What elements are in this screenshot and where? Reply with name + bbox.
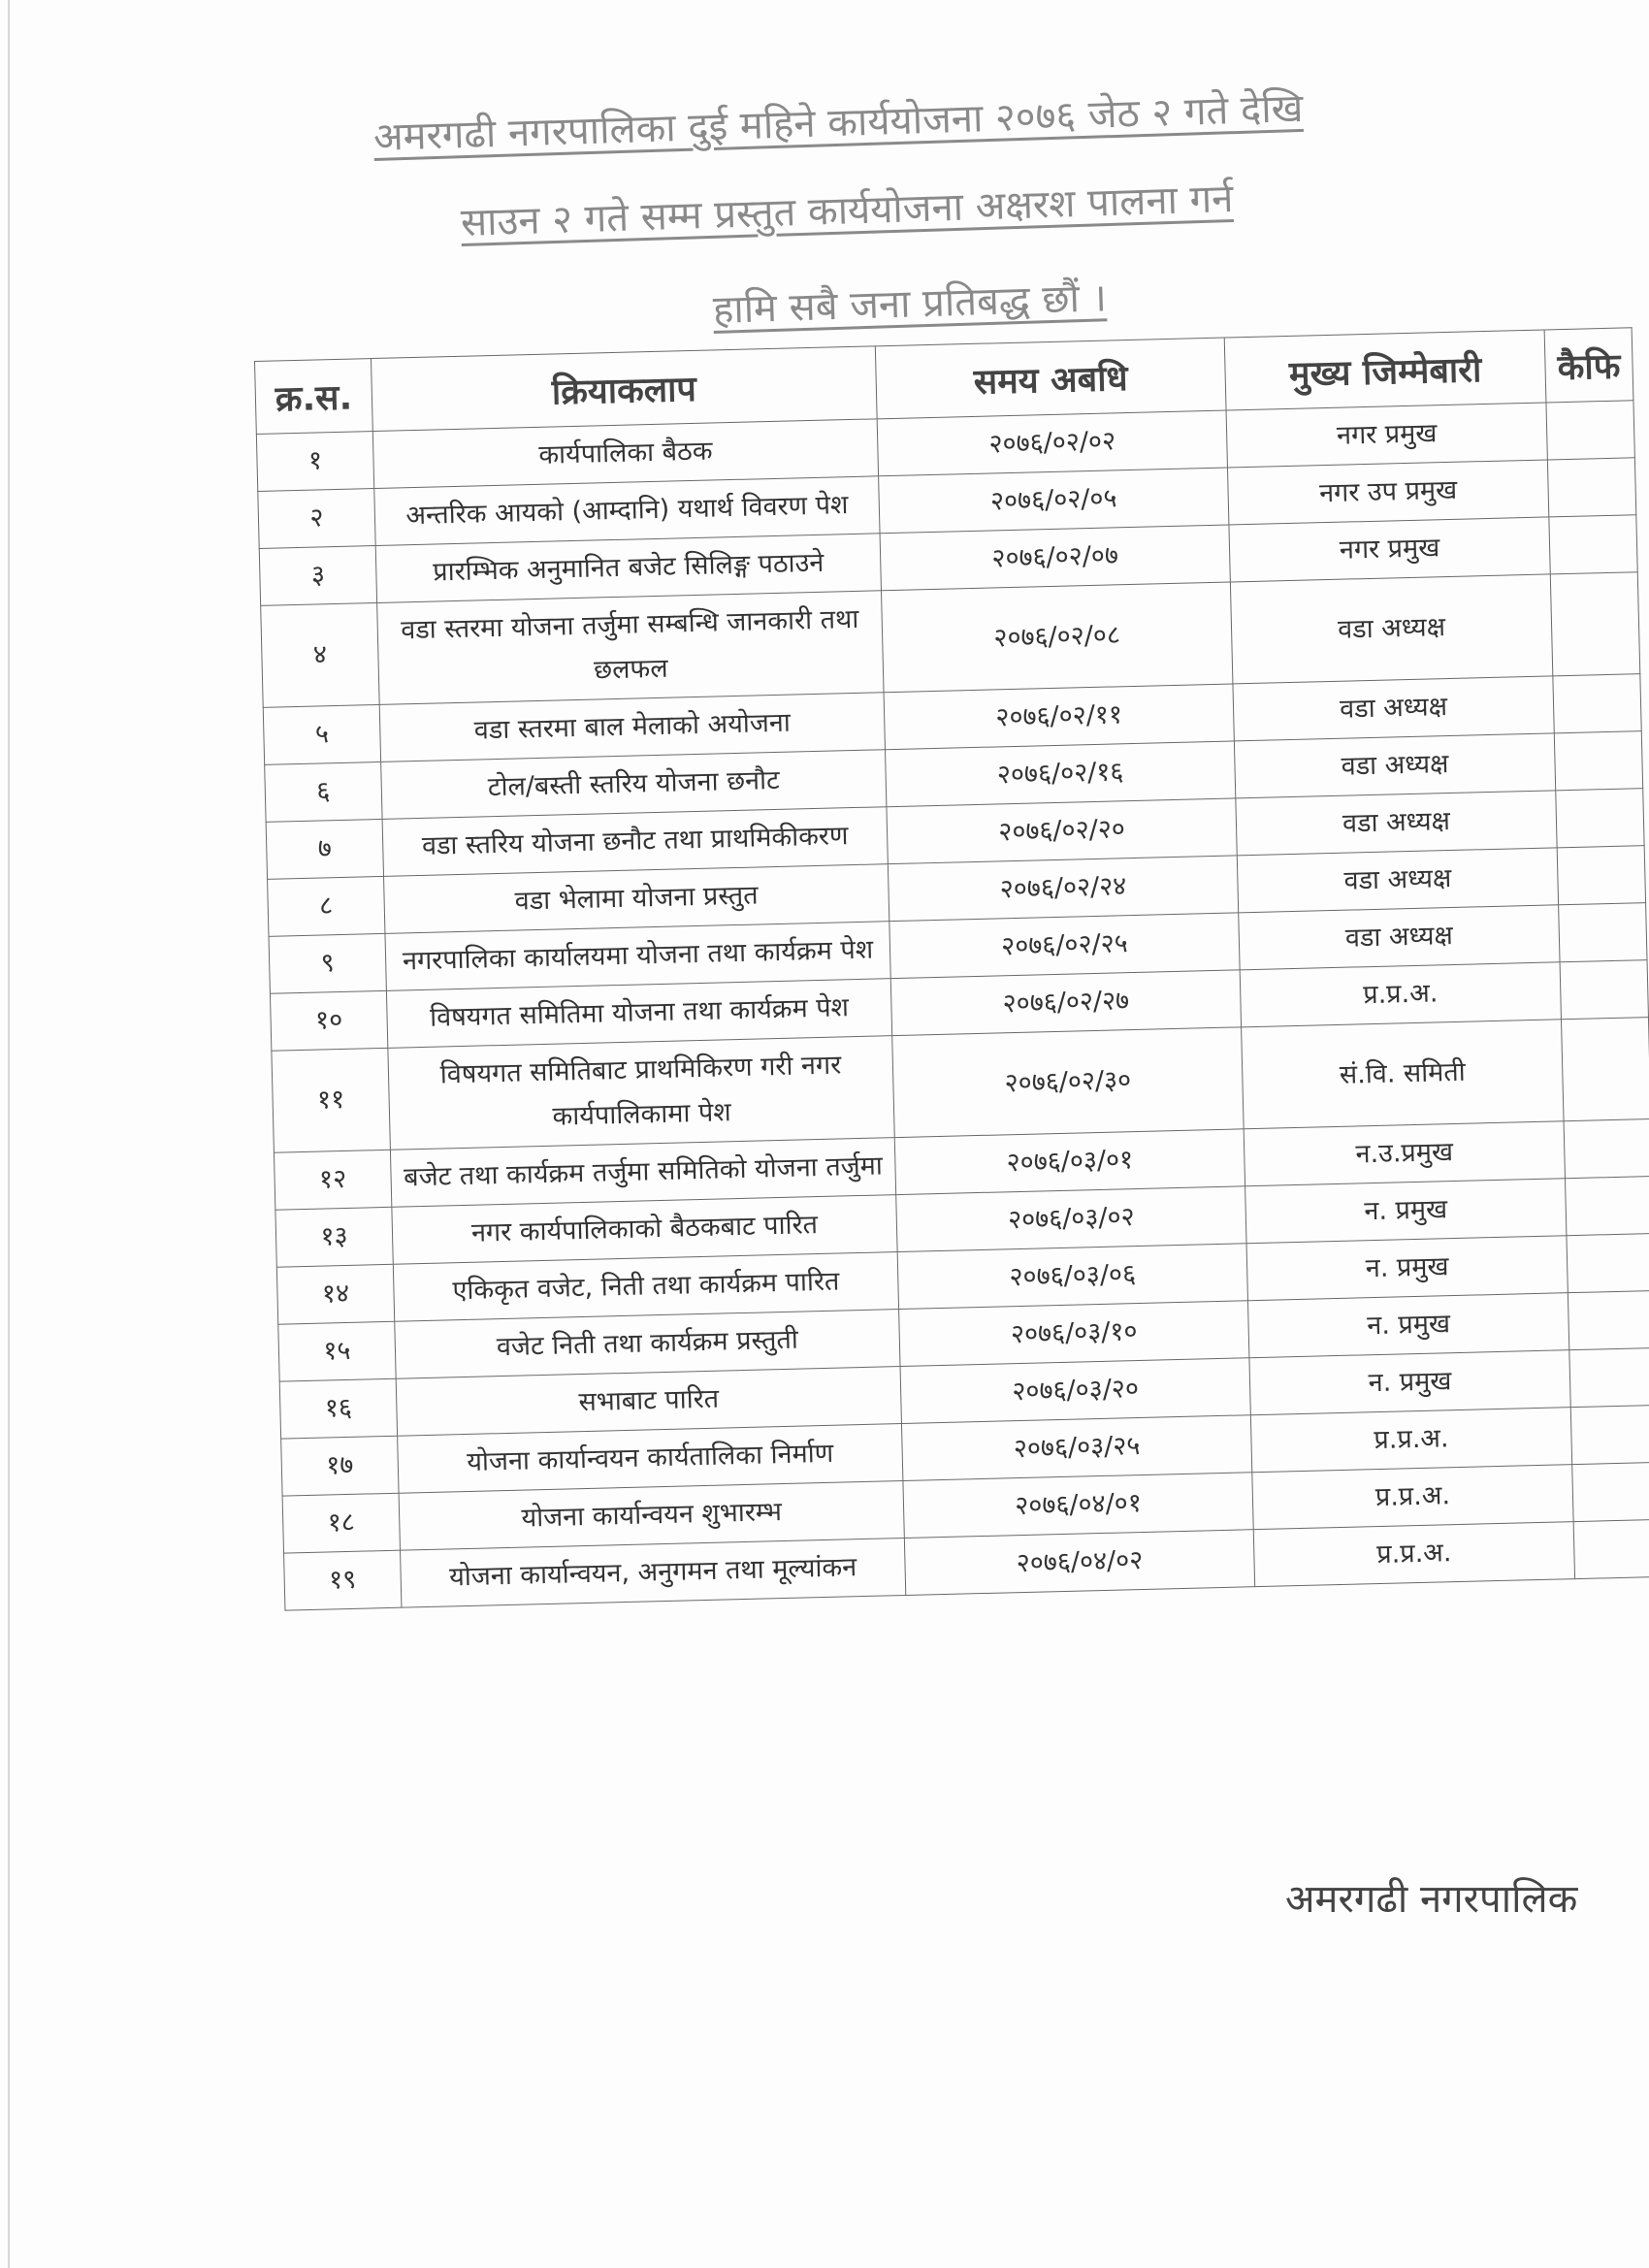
row-remarks-cell: [1569, 1347, 1649, 1407]
row-responsibility-cell: वडा अध्यक्ष: [1233, 676, 1554, 741]
row-remarks-cell: [1560, 960, 1648, 1020]
action-plan-table: [254, 327, 1649, 1610]
row-remarks-cell: [1559, 903, 1647, 962]
row-remarks-cell: [1567, 1234, 1649, 1293]
row-responsibility-cell: सं.वि. समिती: [1242, 1020, 1564, 1129]
row-sn-cell: ६: [265, 761, 382, 822]
row-sn-cell: १५: [278, 1321, 396, 1381]
row-responsibility-cell: वडा अध्यक्ष: [1234, 733, 1555, 798]
row-responsibility-cell: वडा अध्यक्ष: [1230, 574, 1552, 684]
row-remarks-cell: [1568, 1290, 1649, 1349]
row-sn-cell: ११: [272, 1048, 391, 1152]
row-sn-cell: १: [256, 432, 373, 492]
header-activity: क्रियाकलाप: [371, 346, 877, 432]
action-plan-table-wrap: [254, 327, 1649, 1610]
row-activity-cell: कार्यपालिका बैठक: [372, 419, 878, 489]
row-sn-cell: १८: [282, 1493, 400, 1553]
row-activity-cell: बजेट तथा कार्यक्रम तर्जुमा समितिको योजना तर्जुमा: [390, 1138, 895, 1208]
row-activity-cell: योजना कार्यान्वयन कार्यतालिका निर्माण: [398, 1424, 903, 1494]
row-time-cell: २०७६/०२/१६: [885, 741, 1235, 807]
row-remarks-cell: [1554, 731, 1642, 791]
row-remarks-cell: [1557, 846, 1645, 905]
row-responsibility-cell: वडा अध्यक्ष: [1236, 791, 1557, 856]
row-activity-cell: विषयगत समितिमा योजना तथा कार्यक्रम पेश: [386, 979, 891, 1049]
row-time-cell: २०७६/०२/०७: [880, 525, 1230, 591]
row-remarks-cell: [1547, 458, 1635, 517]
row-activity-cell: नगर कार्यपालिकाको बैठकबाट पारित: [392, 1195, 897, 1265]
row-remarks-cell: [1546, 401, 1634, 460]
row-remarks-cell: [1549, 515, 1637, 574]
row-sn-cell: ३: [259, 545, 376, 605]
row-sn-cell: १३: [275, 1207, 393, 1267]
row-time-cell: २०७६/०४/०१: [903, 1473, 1253, 1539]
row-time-cell: २०७६/०२/२४: [888, 856, 1238, 922]
row-sn-cell: ८: [268, 876, 385, 936]
row-responsibility-cell: न. प्रमुख: [1245, 1179, 1567, 1244]
row-remarks-cell: [1550, 572, 1640, 676]
row-sn-cell: ४: [261, 602, 380, 707]
row-remarks-cell: [1565, 1177, 1649, 1236]
row-remarks-cell: [1572, 1462, 1649, 1521]
row-time-cell: २०७६/०२/०८: [881, 582, 1232, 693]
heading-line-2: साउन २ गते सम्म प्रस्तुत कार्ययोजना अक्षरश पालना गर्न: [460, 176, 1234, 245]
row-sn-cell: १०: [270, 990, 387, 1051]
row-time-cell: २०७६/०३/२५: [901, 1415, 1251, 1481]
row-activity-cell: योजना कार्यान्वयन, अनुगमन तथा मूल्यांकन: [401, 1538, 906, 1607]
row-activity-cell: टोल/बस्ती स्तरिय योजना छनौट: [381, 750, 887, 820]
header-sn: क्र.स.: [255, 359, 373, 435]
row-responsibility-cell: प्र.प्र.अ.: [1250, 1408, 1571, 1473]
row-time-cell: २०७६/०२/२५: [889, 913, 1240, 979]
row-responsibility-cell: नगर प्रमुख: [1226, 403, 1547, 468]
row-responsibility-cell: न. प्रमुख: [1249, 1350, 1570, 1415]
row-sn-cell: ९: [269, 933, 386, 993]
row-remarks-cell: [1556, 789, 1644, 848]
row-responsibility-cell: न. प्रमुख: [1246, 1236, 1568, 1301]
row-remarks-cell: [1570, 1405, 1649, 1464]
row-responsibility-cell: प्र.प्र.अ.: [1240, 962, 1561, 1027]
heading-line-1: अमरगढी नगरपालिका दुई महिने कार्ययोजना २०७६ जेठ २ गते देखि: [372, 85, 1304, 160]
header-remarks: कैफि: [1544, 328, 1633, 403]
row-responsibility-cell: वडा अध्यक्ष: [1237, 848, 1558, 913]
row-activity-cell: वडा स्तरमा योजना तर्जुमा सम्बन्धि जानकारी तथा छलफल: [377, 591, 884, 705]
row-sn-cell: १६: [279, 1378, 397, 1439]
row-time-cell: २०७६/०२/२०: [887, 798, 1237, 864]
row-time-cell: २०७६/०२/३०: [892, 1027, 1244, 1138]
row-activity-cell: वडा भेलामा योजना प्रस्तुत: [384, 864, 889, 934]
row-activity-cell: वडा स्तरमा बाल मेलाको अयोजना: [379, 693, 885, 762]
row-sn-cell: १७: [281, 1436, 399, 1496]
row-remarks-cell: [1561, 1018, 1649, 1121]
row-activity-cell: एकिकृत वजेट, निती तथा कार्यक्रम पारित: [393, 1252, 898, 1322]
row-remarks-cell: [1553, 674, 1641, 733]
scan-edge: [8, 0, 10, 2268]
table-body: [256, 401, 1649, 1610]
header-responsibility: मुख्य जिम्मेबारी: [1224, 330, 1546, 410]
row-responsibility-cell: न.उ.प्रमुख: [1244, 1121, 1565, 1186]
row-activity-cell: प्रारम्भिक अनुमानित बजेट सिलिङ्ग पठाउने: [375, 534, 881, 603]
header-time: समय अबधि: [875, 338, 1226, 419]
row-time-cell: २०७६/०३/२०: [900, 1358, 1250, 1424]
row-time-cell: २०७६/०२/०२: [877, 410, 1227, 476]
row-activity-cell: योजना कार्यान्वयन शुभारम्भ: [399, 1481, 904, 1551]
row-responsibility-cell: वडा अध्यक्ष: [1239, 905, 1560, 970]
row-time-cell: २०७६/०३/०१: [894, 1129, 1245, 1195]
row-sn-cell: २: [258, 489, 375, 549]
row-sn-cell: ५: [263, 704, 380, 764]
row-activity-cell: वजेट निती तथा कार्यक्रम प्रस्तुती: [395, 1310, 900, 1379]
row-sn-cell: ७: [266, 819, 383, 879]
row-activity-cell: नगरपालिका कार्यालयमा योजना तथा कार्यक्रम पेश: [385, 922, 890, 991]
row-sn-cell: १२: [274, 1150, 391, 1210]
row-activity-cell: अन्तरिक आयको (आम्दानि) यथार्थ विवरण पेश: [374, 476, 880, 546]
heading-line-3: हामि सबै जना प्रतिबद्ध छौं ।: [712, 275, 1108, 333]
row-time-cell: २०७६/०३/१०: [899, 1301, 1249, 1367]
row-responsibility-cell: प्र.प्र.अ.: [1252, 1465, 1573, 1530]
row-responsibility-cell: नगर प्रमुख: [1229, 517, 1550, 582]
row-activity-cell: वडा स्तरिय योजना छनौट तथा प्राथमिकीकरण: [382, 807, 888, 877]
row-time-cell: २०७६/०४/०२: [904, 1530, 1254, 1596]
row-activity-cell: सभाबाट पारित: [396, 1367, 901, 1437]
row-responsibility-cell: न. प्रमुख: [1247, 1293, 1568, 1358]
row-responsibility-cell: प्र.प्र.अ.: [1253, 1522, 1574, 1587]
row-time-cell: २०७६/०३/०६: [897, 1244, 1247, 1310]
row-sn-cell: १९: [284, 1550, 402, 1610]
row-responsibility-cell: नगर उप प्रमुख: [1227, 460, 1548, 525]
row-remarks-cell: [1573, 1519, 1649, 1578]
row-remarks-cell: [1564, 1119, 1649, 1179]
row-time-cell: २०७६/०३/०२: [896, 1186, 1246, 1252]
row-time-cell: २०७६/०२/११: [884, 684, 1234, 750]
footer-signature: अमरगढी नगरपालिक: [1285, 1877, 1578, 1922]
row-activity-cell: विषयगत समितिबाट प्राथमिकिरण गरी नगर कार्यपालिकामा पेश: [388, 1036, 894, 1150]
row-time-cell: २०७६/०२/०५: [879, 468, 1229, 534]
row-time-cell: २०७६/०२/२७: [890, 970, 1241, 1036]
row-sn-cell: १४: [276, 1264, 394, 1324]
